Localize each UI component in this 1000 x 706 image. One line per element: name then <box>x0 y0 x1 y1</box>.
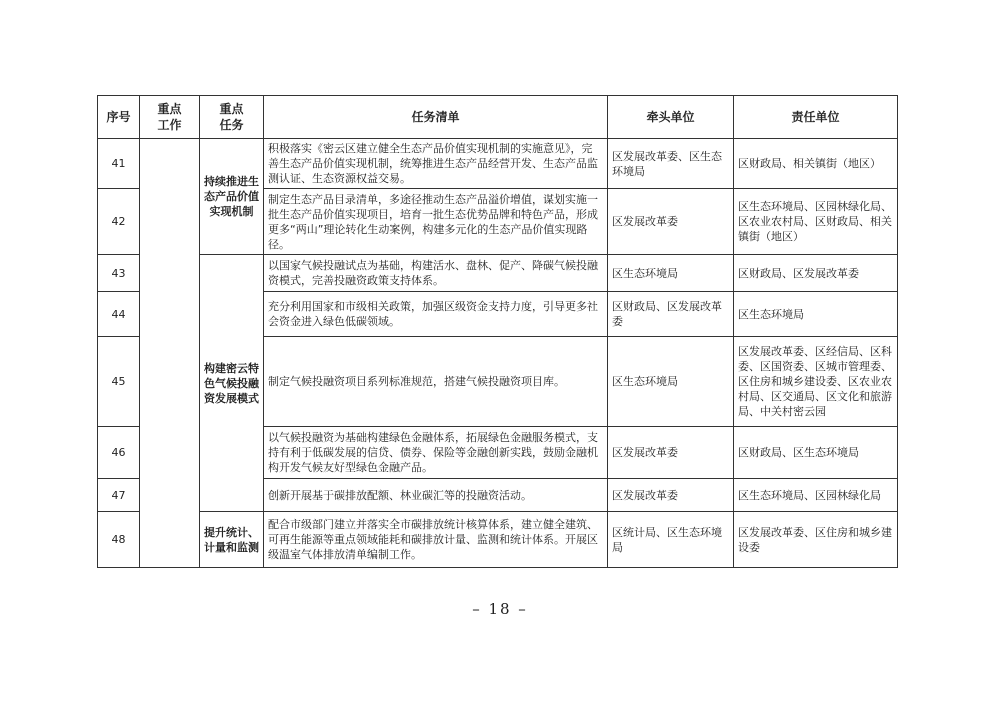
row-number: 48 <box>98 512 140 568</box>
lead-unit: 区财政局、区发展改革委 <box>608 292 734 337</box>
row-number: 44 <box>98 292 140 337</box>
lead-unit: 区发展改革委 <box>608 479 734 512</box>
task-table <box>97 95 898 568</box>
task-text: 以国家气候投融试点为基础，构建活水、盘林、促产、降碳气候投融资模式，完善投融资政策支持体系。 <box>264 255 608 292</box>
resp-unit: 区生态环境局、区园林绿化局、区农业农村局、区财政局、相关镇街（地区） <box>734 189 898 255</box>
header-lead-unit: 牵头单位 <box>608 96 734 139</box>
table-header-row <box>98 96 898 139</box>
lead-unit: 区统计局、区生态环境局 <box>608 512 734 568</box>
lead-unit: 区生态环境局 <box>608 255 734 292</box>
lead-unit: 区生态环境局 <box>608 337 734 427</box>
lead-unit: 区发展改革委、区生态环境局 <box>608 139 734 189</box>
resp-unit: 区财政局、区发展改革委 <box>734 255 898 292</box>
resp-unit: 区财政局、区生态环境局 <box>734 427 898 479</box>
task-text: 积极落实《密云区建立健全生态产品价值实现机制的实施意见》，完善生态产品价值实现机制，统筹推进生态产品经营开发、生态产品监测认证、生态资源权益交易。 <box>264 139 608 189</box>
resp-unit: 区生态环境局、区园林绿化局 <box>734 479 898 512</box>
row-number: 47 <box>98 479 140 512</box>
resp-unit: 区发展改革委、区住房和城乡建设委 <box>734 512 898 568</box>
key-task-cell: 构建密云特色气候投融资发展模式 <box>200 255 264 512</box>
lead-unit: 区发展改革委 <box>608 189 734 255</box>
header-focus-work: 重点 工作 <box>140 96 200 139</box>
row-number: 43 <box>98 255 140 292</box>
header-task-list: 任务清单 <box>264 96 608 139</box>
task-text: 以气候投融资为基础构建绿色金融体系，拓展绿色金融服务模式，支持有利于低碳发展的信贷、债券、保险等金融创新实践，鼓励金融机构开发气候友好型绿色金融产品。 <box>264 427 608 479</box>
row-number: 46 <box>98 427 140 479</box>
header-key-task: 重点 任务 <box>200 96 264 139</box>
header-no: 序号 <box>98 96 140 139</box>
resp-unit: 区财政局、相关镇街（地区） <box>734 139 898 189</box>
table-row <box>98 139 898 189</box>
row-number: 45 <box>98 337 140 427</box>
row-number: 41 <box>98 139 140 189</box>
table-row <box>98 512 898 568</box>
key-task-cell: 持续推进生态产品价值实现机制 <box>200 139 264 255</box>
page-number: – 18 – <box>472 600 528 618</box>
task-text: 充分利用国家和市级相关政策，加强区级资金支持力度，引导更多社会资金进入绿色低碳领域。 <box>264 292 608 337</box>
resp-unit: 区生态环境局 <box>734 292 898 337</box>
lead-unit: 区发展改革委 <box>608 427 734 479</box>
key-task-cell: 提升统计、计量和监测 <box>200 512 264 568</box>
table-row <box>98 255 898 292</box>
task-text: 创新开展基于碳排放配额、林业碳汇等的投融资活动。 <box>264 479 608 512</box>
resp-unit: 区发展改革委、区经信局、区科委、区国资委、区城市管理委、区住房和城乡建设委、区农业农村局、区交通局、区文化和旅游局、中关村密云园 <box>734 337 898 427</box>
row-number: 42 <box>98 189 140 255</box>
header-resp-unit: 责任单位 <box>734 96 898 139</box>
focus-work-cell <box>140 139 200 568</box>
task-text: 制定气候投融资项目系列标准规范，搭建气候投融资项目库。 <box>264 337 608 427</box>
task-text: 配合市级部门建立并落实全市碳排放统计核算体系，建立健全建筑、可再生能源等重点领域能耗和碳排放计量、监测和统计体系。开展区级温室气体排放清单编制工作。 <box>264 512 608 568</box>
task-text: 制定生态产品目录清单，多途径推动生态产品溢价增值，谋划实施一批生态产品价值实现项目，培育一批生态优势品牌和特色产品，形成更多“两山”理论转化生动案例，构建多元化的生态产品价值实现路径。 <box>264 189 608 255</box>
